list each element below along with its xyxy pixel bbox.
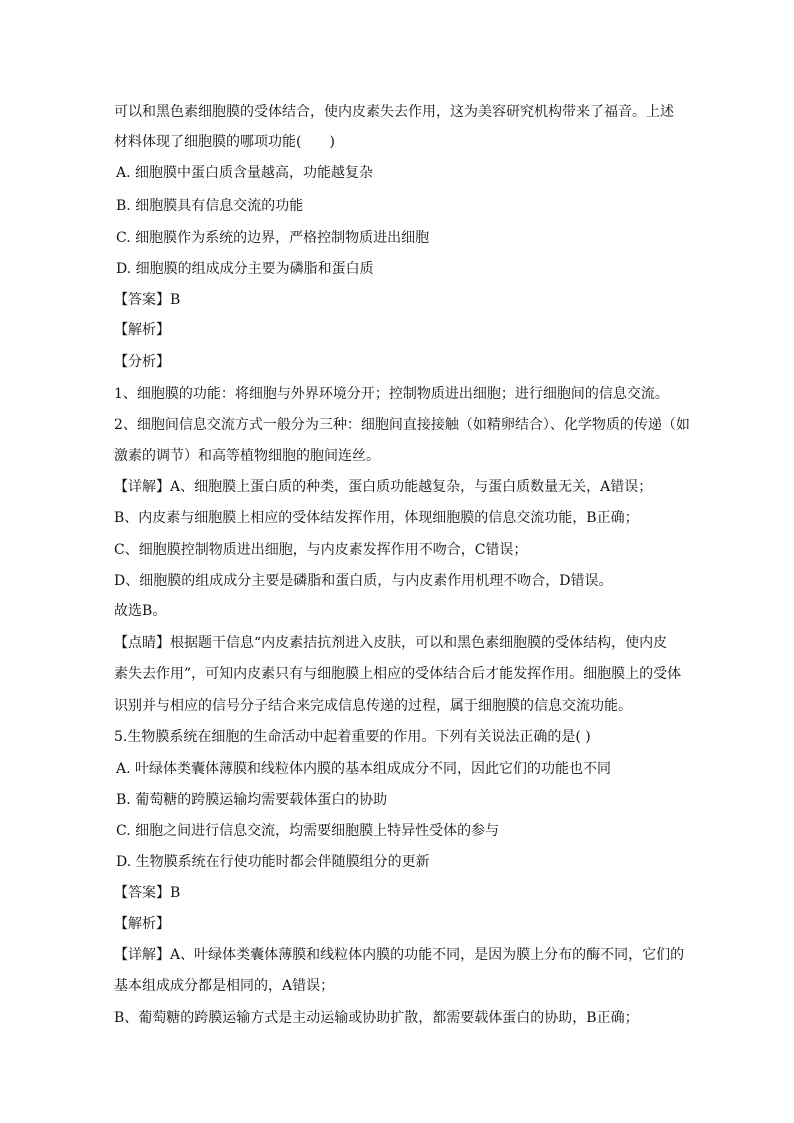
- q4-analysis-label: 【解析】: [114, 322, 170, 338]
- q5-answer: 【答案】B: [114, 885, 181, 901]
- q4-detail-b: B、内皮素与细胞膜上相应的受体结发挥作用，体现细胞膜的信息交流功能，B正确；: [114, 510, 639, 526]
- q4-answer: 【答案】B: [114, 292, 181, 308]
- q5-option-a: A. 叶绿体类囊体薄膜和线粒体内膜的基本组成成分不同，因此它们的功能也不同: [116, 761, 612, 777]
- q4-option-b: B. 细胞膜具有信息交流的功能: [116, 198, 304, 214]
- q5-stem: 5.生物膜系统在细胞的生命活动中起着重要的作用。下列有关说法正确的是( ): [114, 729, 591, 745]
- q4-detail-c: C、细胞膜控制物质进出细胞，与内皮素发挥作用不吻合，C错误；: [114, 542, 528, 558]
- q5-option-c: C. 细胞之间进行信息交流，均需要细胞膜上特异性受体的参与: [116, 823, 500, 839]
- q5-analysis-label: 【解析】: [114, 916, 170, 932]
- q4-detail-a: 【详解】A、细胞膜上蛋白质的种类，蛋白质功能越复杂，与蛋白质数量无关，A错误；: [114, 479, 653, 495]
- q5-detail-a-line-1: 【详解】A、叶绿体类囊体薄膜和线粒体内膜的功能不同，是因为膜上分布的酶不同，它们的: [114, 947, 685, 963]
- q5-detail-b: B、葡萄糖的跨膜运输方式是主动运输或协助扩散，都需要载体蛋白的协助，B正确；: [114, 1010, 639, 1026]
- q4-detail-d: D、细胞膜的组成成分主要是磷脂和蛋白质，与内皮素作用机理不吻合，D错误。: [114, 573, 613, 589]
- q4-option-c: C. 细胞膜作为系统的边界，严格控制物质进出细胞: [116, 230, 430, 246]
- q4-dianjing-line-2: 素失去作用”，可知内皮素只有与细胞膜上相应的受体结合后才能发挥作用。细胞膜上的受体: [114, 666, 682, 682]
- q4-fenxi-point-2-line-1: 2、细胞间信息交流方式一般分为三种：细胞间直接接触（如精卵结合）、化学物质的传递（如: [114, 417, 690, 433]
- q5-detail-a-line-2: 基本组成成分都是相同的，A错误；: [114, 978, 335, 994]
- q4-stem-line-1: 可以和黑色素细胞膜的受体结合，使内皮素失去作用，这为美容研究机构带来了福音。上述: [114, 104, 674, 120]
- q4-option-d: D. 细胞膜的组成成分主要为磷脂和蛋白质: [116, 261, 374, 277]
- q4-fenxi-label: 【分析】: [114, 354, 170, 370]
- q4-fenxi-point-2-line-2: 激素的调节）和高等植物细胞的胞间连丝。: [114, 448, 380, 464]
- q4-option-a: A. 细胞膜中蛋白质含量越高，功能越复杂: [116, 165, 374, 181]
- q4-dianjing-line-1: 【点睛】根据题干信息“内皮素拮抗剂进入皮肤，可以和黑色素细胞膜的受体结构，使内皮: [114, 635, 668, 651]
- q4-fenxi-point-1: 1、细胞膜的功能：将细胞与外界环境分开；控制物质进出细胞；进行细胞间的信息交流。: [114, 386, 669, 402]
- q4-stem-line-2: 材料体现了细胞膜的哪项功能( ): [114, 134, 335, 150]
- q4-dianjing-line-3: 识别并与相应的信号分子结合来完成信息传递的过程，属于细胞膜的信息交流功能。: [114, 698, 632, 714]
- q4-conclusion: 故选B。: [114, 603, 167, 619]
- q5-option-d: D. 生物膜系统在行使功能时都会伴随膜组分的更新: [116, 854, 430, 870]
- q5-option-b: B. 葡萄糖的跨膜运输均需要载体蛋白的协助: [116, 792, 388, 808]
